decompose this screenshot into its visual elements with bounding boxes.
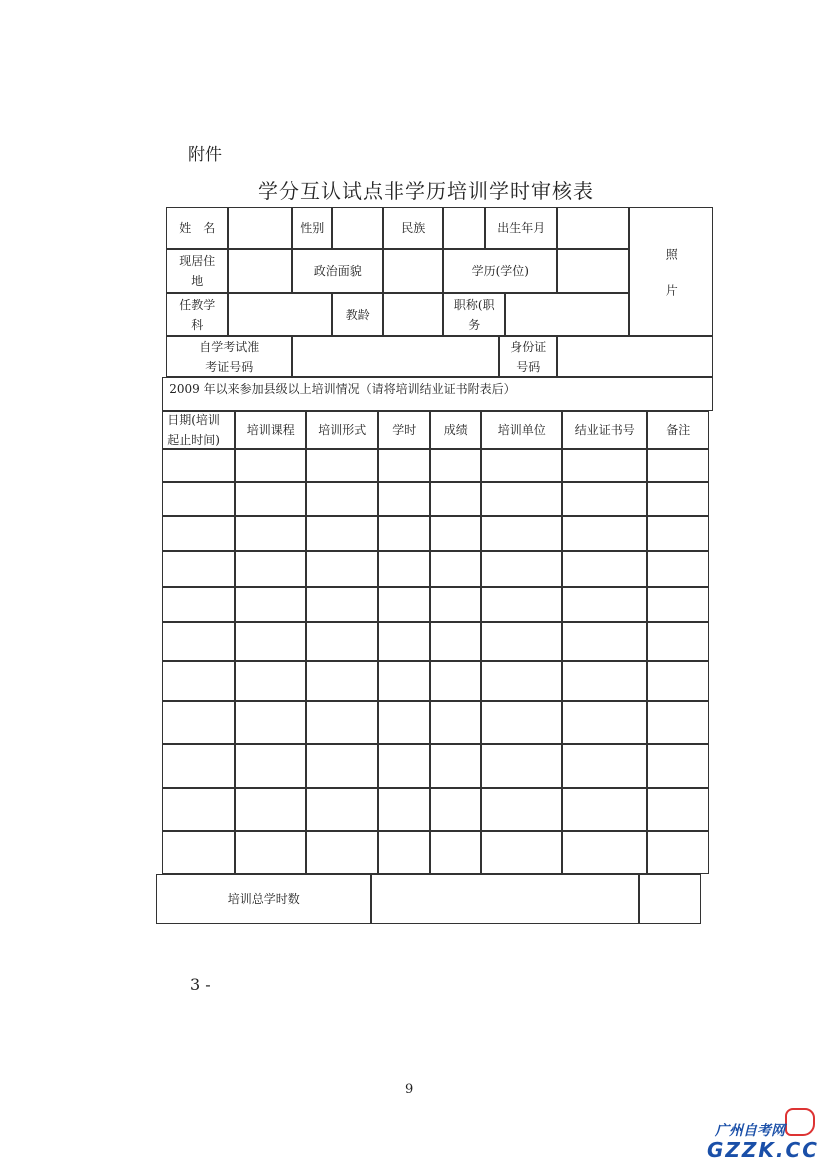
table-cell[interactable]: [235, 788, 306, 831]
teaching-years-field[interactable]: [383, 293, 443, 336]
table-cell[interactable]: [378, 661, 430, 701]
gender-field[interactable]: [332, 207, 383, 249]
education-field[interactable]: [557, 249, 629, 293]
column-header: 结业证书号: [562, 411, 647, 449]
title-position-field[interactable]: [505, 293, 629, 336]
table-cell[interactable]: [430, 661, 481, 701]
ethnicity-field[interactable]: [443, 207, 485, 249]
table-cell[interactable]: [481, 831, 562, 874]
table-cell[interactable]: [378, 744, 430, 788]
table-cell[interactable]: [235, 661, 306, 701]
table-cell[interactable]: [235, 449, 306, 482]
table-cell[interactable]: [562, 701, 647, 744]
table-cell[interactable]: [481, 701, 562, 744]
table-cell[interactable]: [481, 587, 562, 622]
table-cell[interactable]: [162, 661, 235, 701]
table-cell[interactable]: [378, 831, 430, 874]
table-cell[interactable]: [162, 701, 235, 744]
table-cell[interactable]: [162, 622, 235, 661]
column-header: 培训课程: [235, 411, 306, 449]
table-cell[interactable]: [430, 482, 481, 516]
table-cell[interactable]: [306, 701, 378, 744]
total-hours-label: 培训总学时数: [156, 874, 371, 924]
table-cell[interactable]: [378, 622, 430, 661]
id-card-field[interactable]: [557, 336, 713, 377]
title-position-label: 职称(职务: [443, 293, 505, 336]
table-cell[interactable]: [378, 701, 430, 744]
birth-field[interactable]: [557, 207, 629, 249]
table-cell[interactable]: [162, 516, 235, 551]
column-header: 培训单位: [481, 411, 562, 449]
table-cell[interactable]: [647, 788, 709, 831]
table-cell[interactable]: [647, 701, 709, 744]
residence-field[interactable]: [228, 249, 292, 293]
photo-box: 照 片: [629, 207, 713, 336]
birth-label: 出生年月: [485, 207, 557, 249]
table-cell[interactable]: [162, 744, 235, 788]
table-cell[interactable]: [235, 587, 306, 622]
table-cell[interactable]: [306, 622, 378, 661]
table-cell[interactable]: [235, 744, 306, 788]
table-cell[interactable]: [430, 622, 481, 661]
table-cell[interactable]: [306, 831, 378, 874]
table-cell[interactable]: [430, 516, 481, 551]
table-cell[interactable]: [235, 482, 306, 516]
logo-en-text: GZZK.CC: [707, 1138, 819, 1162]
table-cell[interactable]: [647, 551, 709, 587]
teaching-years-label: 教龄: [332, 293, 383, 336]
table-cell[interactable]: [647, 516, 709, 551]
table-cell[interactable]: [647, 622, 709, 661]
table-cell[interactable]: [235, 831, 306, 874]
table-cell[interactable]: [430, 831, 481, 874]
table-cell[interactable]: [481, 449, 562, 482]
table-cell[interactable]: [378, 788, 430, 831]
table-cell[interactable]: [481, 661, 562, 701]
table-cell[interactable]: [647, 831, 709, 874]
table-cell[interactable]: [562, 587, 647, 622]
gender-label: 性别: [292, 207, 332, 249]
table-cell[interactable]: [306, 516, 378, 551]
table-cell[interactable]: [430, 788, 481, 831]
exam-id-field[interactable]: [292, 336, 499, 377]
name-label: 姓 名: [166, 207, 228, 249]
table-cell[interactable]: [481, 622, 562, 661]
table-cell[interactable]: [306, 744, 378, 788]
table-cell[interactable]: [562, 622, 647, 661]
political-label: 政治面貌: [292, 249, 383, 293]
table-cell[interactable]: [306, 587, 378, 622]
table-cell[interactable]: [378, 516, 430, 551]
table-cell[interactable]: [647, 661, 709, 701]
table-cell[interactable]: [235, 622, 306, 661]
table-cell[interactable]: [162, 788, 235, 831]
residence-label: 现居住地: [166, 249, 228, 293]
table-cell[interactable]: [162, 449, 235, 482]
subject-field[interactable]: [228, 293, 332, 336]
table-cell[interactable]: [430, 701, 481, 744]
folio-number: 9: [405, 1082, 414, 1097]
total-hours-note[interactable]: [639, 874, 701, 924]
page-title: 学分互认试点非学历培训学时审核表: [258, 179, 594, 203]
table-cell[interactable]: [562, 449, 647, 482]
column-header: 备注: [647, 411, 709, 449]
political-field[interactable]: [383, 249, 443, 293]
table-cell[interactable]: [562, 831, 647, 874]
table-cell[interactable]: [562, 744, 647, 788]
training-note: 2009 年以来参加县级以上培训情况（请将培训结业证书附表后）: [162, 377, 713, 411]
column-header: 日期(培训起止时间): [162, 411, 235, 449]
annex-label: 附件: [188, 145, 222, 165]
table-cell[interactable]: [162, 831, 235, 874]
table-cell[interactable]: [562, 551, 647, 587]
table-cell[interactable]: [306, 449, 378, 482]
table-cell[interactable]: [481, 516, 562, 551]
column-header: 成绩: [430, 411, 481, 449]
table-cell[interactable]: [481, 788, 562, 831]
fist-icon: [785, 1108, 815, 1136]
table-cell[interactable]: [647, 587, 709, 622]
table-cell[interactable]: [562, 482, 647, 516]
table-cell[interactable]: [562, 661, 647, 701]
table-cell[interactable]: [306, 482, 378, 516]
table-cell[interactable]: [306, 551, 378, 587]
column-header: 学时: [378, 411, 430, 449]
table-cell[interactable]: [647, 482, 709, 516]
exam-id-label: 自学考试准考证号码: [166, 336, 292, 377]
subject-label: 任教学科: [166, 293, 228, 336]
logo-cn-text: 广州自考网: [715, 1123, 785, 1139]
ethnicity-label: 民族: [383, 207, 443, 249]
table-cell[interactable]: [378, 551, 430, 587]
column-header: 培训形式: [306, 411, 378, 449]
total-hours-field[interactable]: [371, 874, 639, 924]
table-cell[interactable]: [481, 551, 562, 587]
name-field[interactable]: [228, 207, 292, 249]
table-cell[interactable]: [378, 449, 430, 482]
table-cell[interactable]: [430, 551, 481, 587]
table-cell[interactable]: [162, 587, 235, 622]
table-cell[interactable]: [481, 744, 562, 788]
table-cell[interactable]: [562, 516, 647, 551]
table-cell[interactable]: [235, 701, 306, 744]
table-cell[interactable]: [235, 516, 306, 551]
table-cell[interactable]: [306, 661, 378, 701]
table-cell[interactable]: [430, 744, 481, 788]
table-cell[interactable]: [562, 788, 647, 831]
table-cell[interactable]: [430, 449, 481, 482]
table-cell[interactable]: [378, 482, 430, 516]
table-cell[interactable]: [481, 482, 562, 516]
table-cell[interactable]: [162, 551, 235, 587]
table-cell[interactable]: [647, 744, 709, 788]
table-cell[interactable]: [647, 449, 709, 482]
id-card-label: 身份证号码: [499, 336, 557, 377]
page-number: 3 -: [190, 975, 211, 994]
table-cell[interactable]: [378, 587, 430, 622]
table-cell[interactable]: [235, 551, 306, 587]
table-cell[interactable]: [162, 482, 235, 516]
table-cell[interactable]: [430, 587, 481, 622]
site-logo: [705, 1108, 820, 1163]
education-label: 学历(学位): [443, 249, 557, 293]
table-cell[interactable]: [306, 788, 378, 831]
